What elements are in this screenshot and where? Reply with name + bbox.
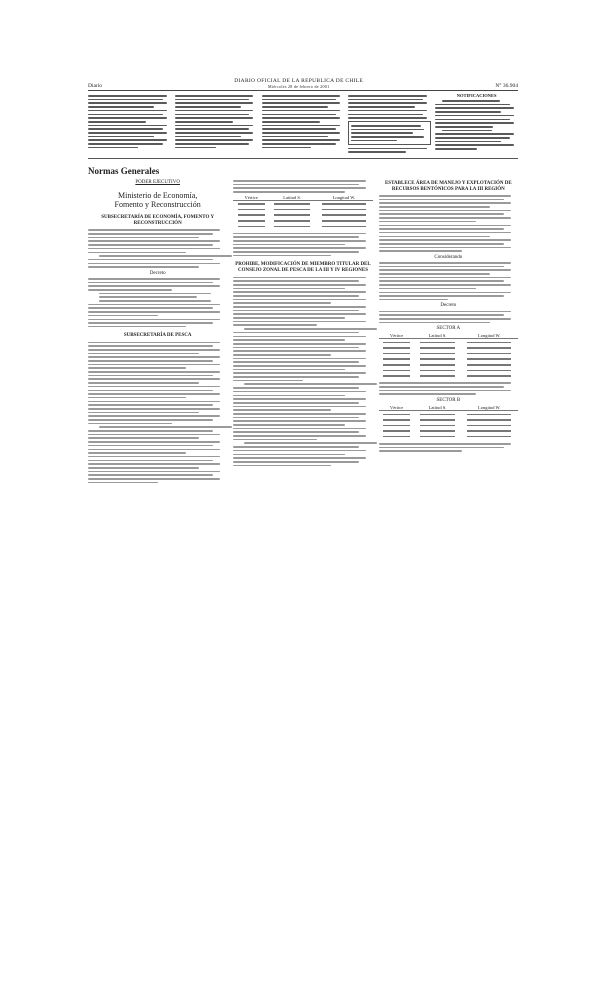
ministry-line-2: Fomento y Reconstrucción	[114, 200, 201, 210]
column-3	[379, 178, 518, 485]
notices-col-5	[435, 93, 518, 155]
body-columns	[88, 178, 518, 485]
coordinates-table-sector-b	[379, 405, 518, 439]
col3-heading: ESTABLECE ÁREA DE MANEJO Y EXPLOTACIÓN DE RECURSOS BENTÓNICOS PARA LA III REGIÓN	[384, 180, 512, 192]
table-row	[379, 339, 518, 345]
header-left: Diario	[88, 83, 103, 89]
section-title: Normas Generales	[88, 165, 160, 176]
sector-a-label: SECTOR A	[436, 326, 461, 332]
table-row	[379, 417, 518, 423]
table-row	[233, 218, 372, 224]
coordinates-table-sector-a	[379, 333, 518, 378]
gazette-page	[88, 78, 518, 485]
table-row	[233, 200, 372, 206]
considerando-label: Considerando	[434, 254, 463, 260]
poder-ejecutivo-label: PODER EJECUTIVO	[135, 179, 180, 185]
table-row	[379, 433, 518, 439]
th-latitud: Latitud S.	[414, 405, 460, 411]
notices-col-3	[262, 93, 345, 155]
table-row	[379, 362, 518, 368]
col2-heading: PROHIBE, MODIFICACIÓN DE MIEMBRO TITULAR DEL CONSEJO ZONAL DE PESCA DE LA III Y IV REGIONES	[235, 262, 371, 274]
th-latitud: Latitud S.	[414, 333, 460, 339]
decreto-label: Decreto	[440, 303, 457, 309]
header-center	[234, 78, 363, 89]
table-row	[233, 223, 372, 229]
notice-box	[348, 121, 431, 146]
gazette-title: DIARIO OFICIAL DE LA REPUBLICA DE CHILE	[234, 78, 364, 84]
table-row	[379, 422, 518, 428]
table-row	[379, 411, 518, 417]
th-longitud: Longitud W.	[461, 405, 518, 411]
ministry-line-1: Ministerio de Economía,	[118, 190, 198, 200]
th-longitud: Longitud W.	[461, 333, 518, 339]
column-2	[233, 178, 372, 485]
th-latitud: Latitud S.	[269, 195, 315, 201]
header-right: N° 36.904	[495, 83, 518, 89]
table-row	[379, 428, 518, 434]
sector-b-label: SECTOR B	[436, 398, 461, 404]
table-row	[379, 350, 518, 356]
th-vertice: Vértice	[379, 405, 415, 411]
decreta-label: Decreto	[149, 270, 166, 276]
table-row	[379, 367, 518, 373]
table-row	[233, 212, 372, 218]
notices-col-4	[348, 93, 431, 155]
th-vertice: Vértice	[233, 195, 269, 201]
table-row	[379, 345, 518, 351]
notices-band	[88, 91, 518, 159]
subsecretaria-pesca-heading: SUBSECRETARÍA DE PESCA	[123, 333, 192, 339]
coordinates-table-1	[233, 195, 372, 229]
table-row	[379, 373, 518, 379]
notices-header: NOTIFICACIONES	[456, 93, 497, 98]
notices-col-2	[175, 93, 258, 155]
page-header	[88, 78, 518, 91]
subsecretaria-economia-heading: SUBSECRETARÍA DE ECONOMÍA, FOMENTO Y RECONSTRUCCIÓN	[101, 215, 215, 227]
th-vertice: Vértice	[379, 333, 415, 339]
ministry-title	[88, 191, 227, 209]
gazette-date: Miércoles 28 de febrero de 2001	[267, 84, 330, 89]
table-row	[379, 356, 518, 362]
notices-col-1	[88, 93, 171, 155]
th-longitud: Longitud W.	[315, 195, 372, 201]
column-1	[88, 178, 227, 485]
table-row	[233, 206, 372, 212]
